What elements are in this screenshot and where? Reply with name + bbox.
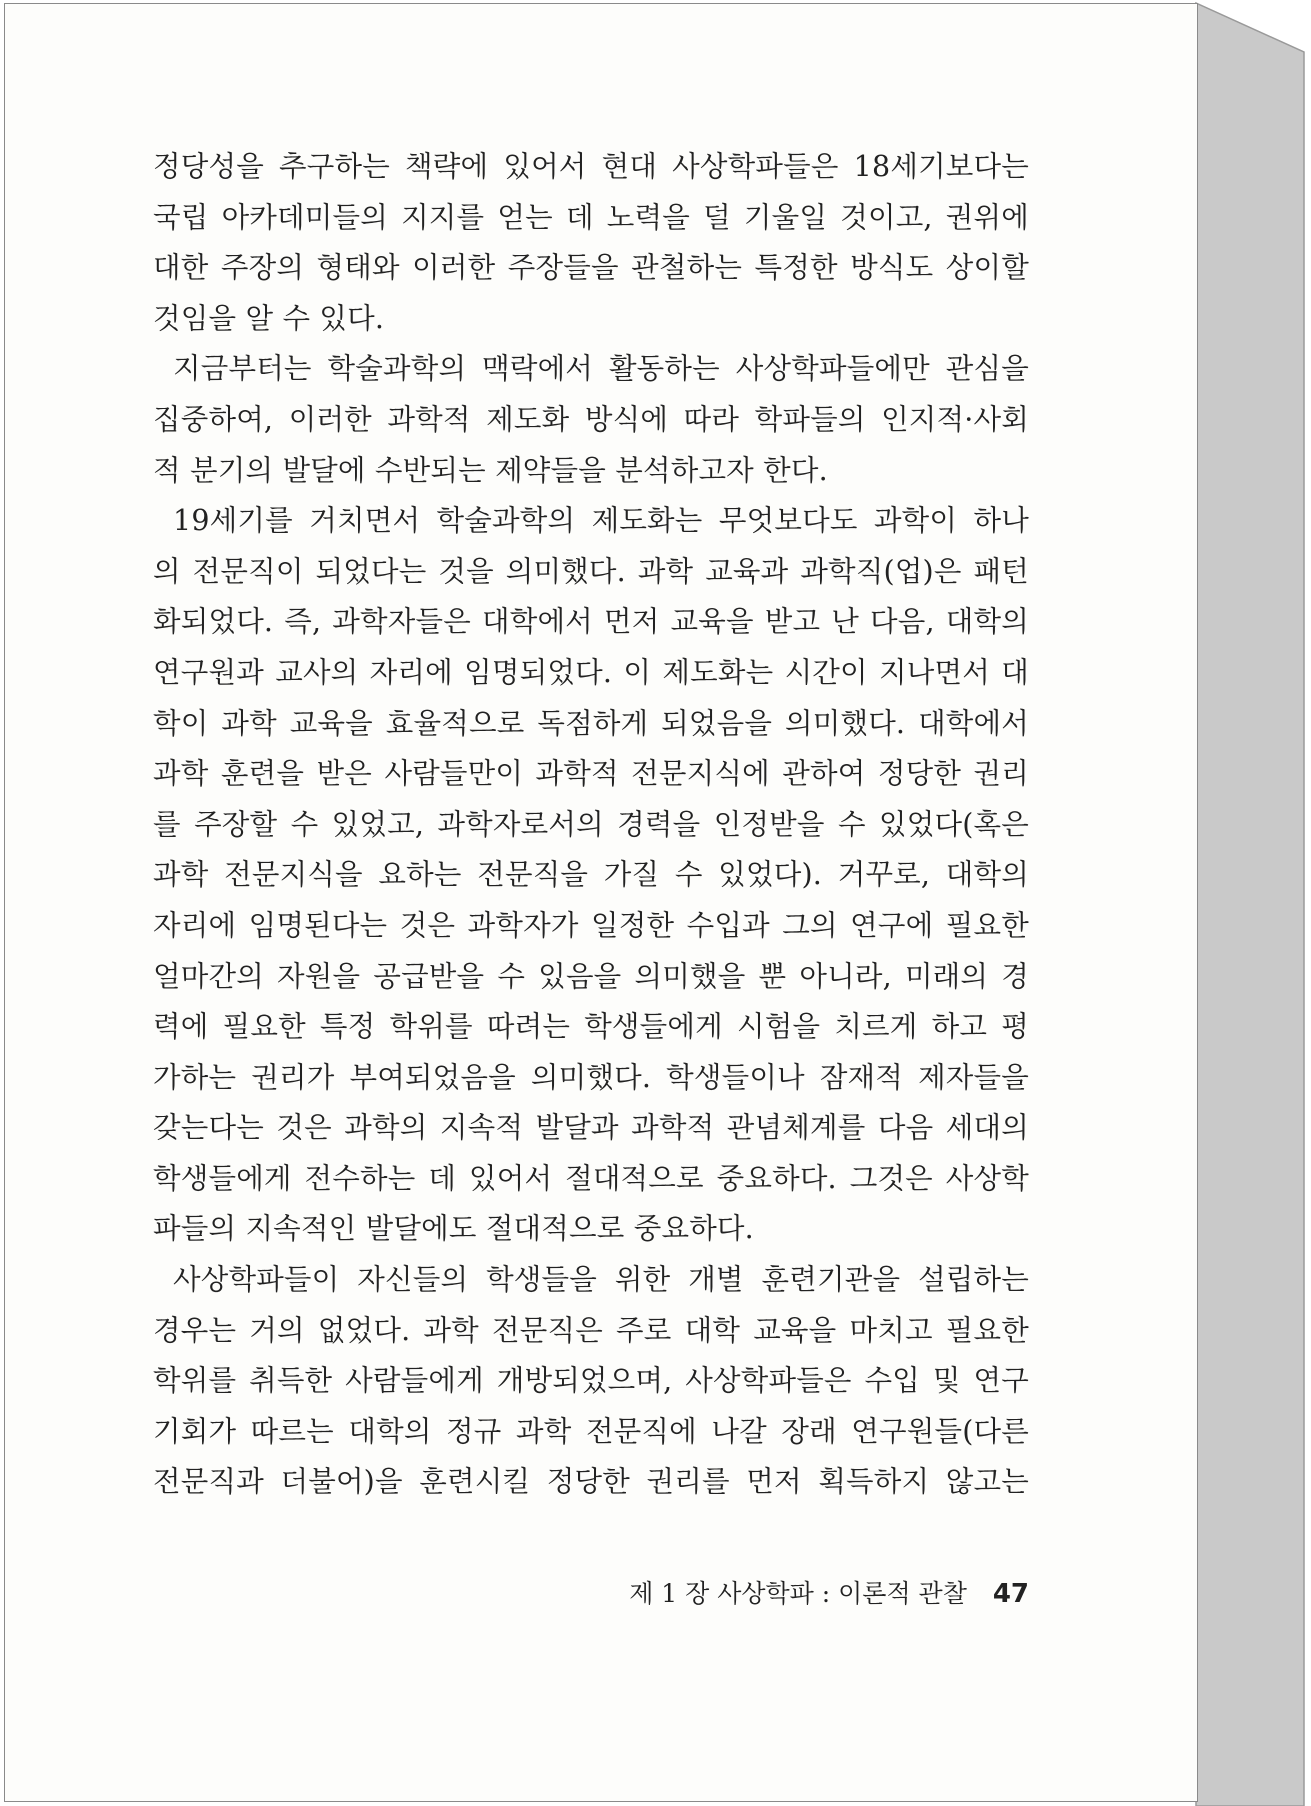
text-line: 력에 필요한 특정 학위를 따려는 학생들에게 시험을 치르게 하고 평 <box>153 1010 1029 1044</box>
book-page <box>4 3 1198 1802</box>
text-line: 전문직과 더불어)을 훈련시킬 정당한 권리를 먼저 획득하지 않고는 <box>153 1465 1029 1499</box>
text-line: 자리에 임명된다는 것은 과학자가 일정한 수입과 그의 연구에 필요한 <box>153 908 1029 942</box>
text-line: 정당성을 추구하는 책략에 있어서 현대 사상학파들은 18세기보다는 <box>153 150 1029 183</box>
text-line: 사상학파들이 자신들의 학생들을 위한 개별 훈련기관을 설립하는 <box>173 1263 1029 1297</box>
page-footer <box>629 1574 1029 1610</box>
text-line: 과학 훈련을 받은 사람들만이 과학적 전문지식에 관하여 정당한 권리 <box>153 757 1029 791</box>
text-line: 기회가 따르는 대학의 정규 과학 전문직에 나갈 장래 연구원들(다른 <box>153 1414 1029 1448</box>
paragraph-4 <box>153 1255 1029 1508</box>
text-line: 학위를 취득한 사람들에게 개방되었으며, 사상학파들은 수입 및 연구 <box>153 1364 1029 1398</box>
text-line: 학이 과학 교육을 효율적으로 독점하게 되었음을 의미했다. 대학에서 <box>153 706 1029 740</box>
text-line: 파들의 지속적인 발달에도 절대적으로 중요하다. <box>153 1212 754 1246</box>
text-line: 갖는다는 것은 과학의 지속적 발달과 과학적 관념체계를 다음 세대의 <box>153 1111 1029 1145</box>
text-line: 과학 전문지식을 요하는 전문직을 가질 수 있었다). 거꾸로, 대학의 <box>153 858 1029 892</box>
text-line: 대한 주장의 형태와 이러한 주장들을 관철하는 특정한 방식도 상이할 <box>153 251 1029 285</box>
body-text <box>153 142 1029 1508</box>
book-side-face <box>1196 3 1304 1806</box>
text-line: 경우는 거의 없었다. 과학 전문직은 주로 대학 교육을 마치고 필요한 <box>153 1313 1029 1347</box>
text-line: 연구원과 교사의 자리에 임명되었다. 이 제도화는 시간이 지나면서 대 <box>153 655 1029 689</box>
text-line: 적 분기의 발달에 수반되는 제약들을 분석하고자 한다. <box>153 453 828 487</box>
text-line: 가하는 권리가 부여되었음을 의미했다. 학생들이나 잠재적 제자들을 <box>153 1060 1029 1094</box>
text-line: 집중하여, 이러한 과학적 제도화 방식에 따라 학파들의 인지적·사회 <box>153 402 1029 436</box>
text-line: 의 전문직이 되었다는 것을 의미했다. 과학 교육과 과학직(업)은 패턴 <box>153 554 1029 588</box>
text-line: 학생들에게 전수하는 데 있어서 절대적으로 중요하다. 그것은 사상학 <box>153 1161 1029 1195</box>
paragraph-2 <box>153 344 1029 496</box>
text-line: 19세기를 거치면서 학술과학의 제도화는 무엇보다도 과학이 하나 <box>173 504 1029 538</box>
text-line: 국립 아카데미들의 지지를 얻는 데 노력을 덜 기울일 것이고, 권위에 <box>153 200 1029 234</box>
page-number: 47 <box>992 1579 1029 1609</box>
text-line: 를 주장할 수 있었고, 과학자로서의 경력을 인정받을 수 있었다(혹은 <box>153 807 1029 841</box>
text-line: 화되었다. 즉, 과학자들은 대학에서 먼저 교육을 받고 난 다음, 대학의 <box>153 605 1029 639</box>
text-line: 것임을 알 수 있다. <box>153 301 385 335</box>
running-title: 제 1 장 사상학파 : 이론적 관찰 <box>629 1579 967 1608</box>
text-line: 얼마간의 자원을 공급받을 수 있음을 의미했을 뿐 아니라, 미래의 경 <box>153 959 1029 993</box>
paragraph-1 <box>153 142 1029 344</box>
text-line: 지금부터는 학술과학의 맥락에서 활동하는 사상학파들에만 관심을 <box>173 352 1029 386</box>
paragraph-3 <box>153 496 1029 1255</box>
